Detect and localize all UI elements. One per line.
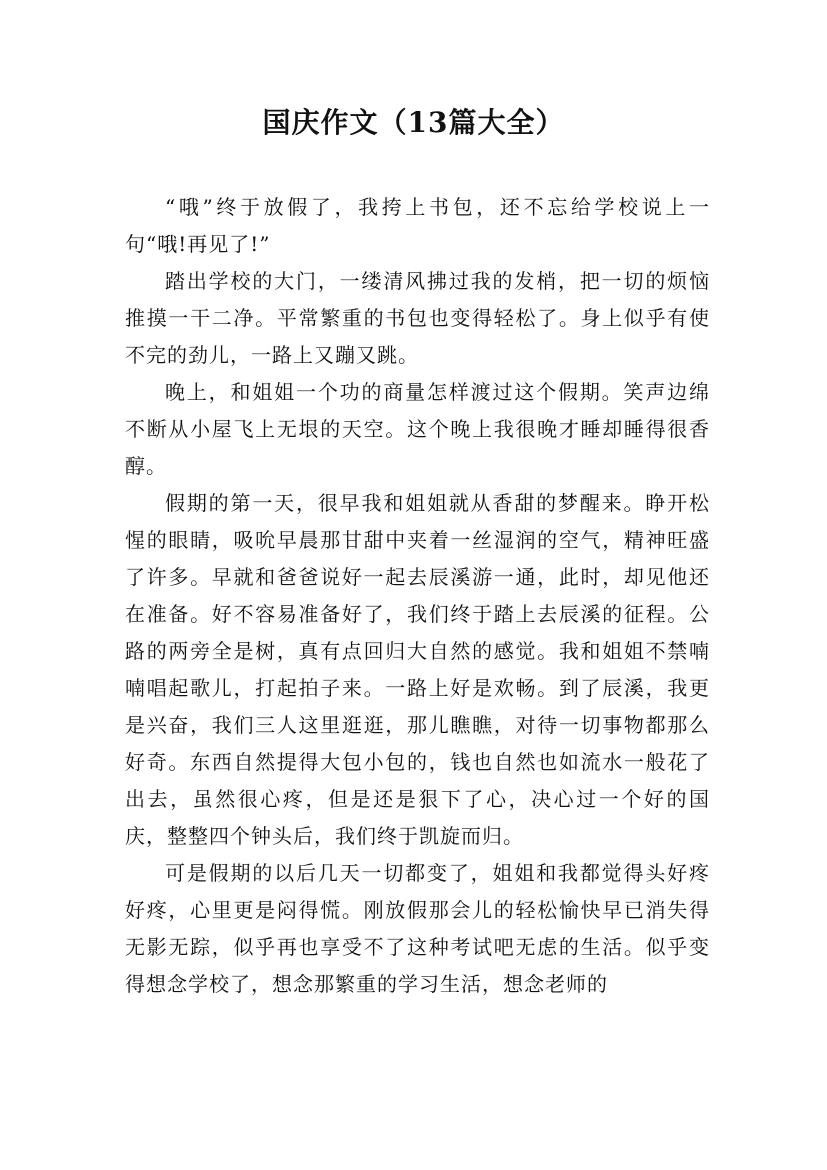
document-body <box>125 189 710 1003</box>
paragraph: “哦”终于放假了，我挎上书包，还不忘给学校说上一句“哦!再见了!” <box>125 195 710 256</box>
paragraph: 踏出学校的大门，一缕清风拂过我的发梢，把一切的烦恼推摸一干二净。平常繁重的书包也变得轻松了。身上似乎有使不完的劲儿，一路上又蹦又跳。 <box>125 269 710 367</box>
paragraph: 晚上，和姐姐一个功的商量怎样渡过这个假期。笑声边绵不断从小屋飞上无垠的天空。这个晚上我很晚才睡却睡得很香醇。 <box>125 380 710 478</box>
document-title: 国庆作文（13篇大全） <box>262 106 565 139</box>
paragraph: 可是假期的以后几天一切都变了，姐姐和我都觉得头好疼好疼，心里更是闷得慌。刚放假那会儿的轻松愉快早已消失得无影无踪，似乎再也享受不了这种考试吧无虑的生活。似乎变得想念学校了，想念那繁重的学习生活，想念老师的 <box>125 861 710 996</box>
paragraph: 假期的第一天，很早我和姐姐就从香甜的梦醒来。睁开松惺的眼睛，吸吮早晨那甘甜中夹着一丝湿润的空气，精神旺盛了许多。早就和爸爸说好一起去辰溪游一通，此时，却见他还在准备。好不容易准备好了，我们终于踏上去辰溪的征程。公路的两旁全是树，真有点回归大自然的感觉。我和姐姐不禁喃喃唱起歌儿，打起拍子来。一路上好是欢畅。到了辰溪，我更是兴奋，我们三人这里逛逛，那儿瞧瞧，对待一切事物都那么好奇。东西自然提得大包小包的，钱也自然也如流水一般花了出去，虽然很心疼，但是还是狠下了心，决心过一个好的国庆，整整四个钟头后，我们终于凯旋而归。 <box>125 491 710 848</box>
